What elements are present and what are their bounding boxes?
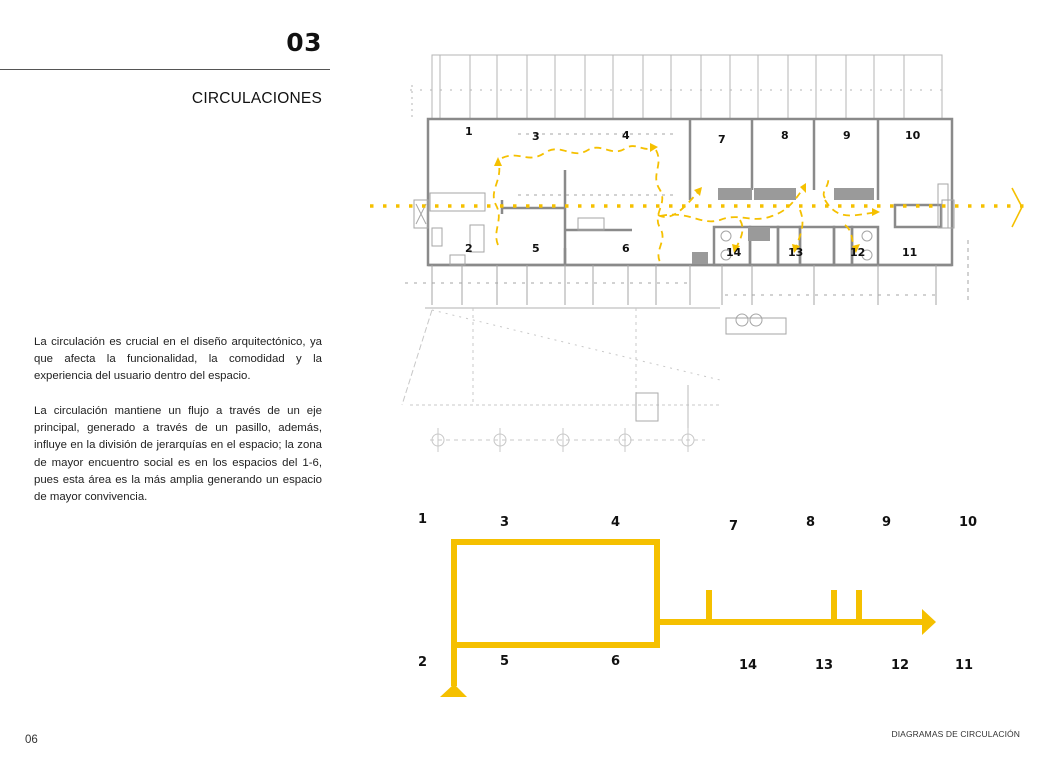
body-paragraph-2: La circulación mantiene un flujo a través de un eje principal, generado a través de un pasillo, además, influye en la división de jerarquías en el espacio; la zona de mayor encuentro social es en los espacios del 1-6, pues esta área es la más amplia generando un espacio de mayor convivencia. bbox=[34, 405, 322, 504]
room-label-14: 14 bbox=[726, 246, 742, 259]
room-label-11: 11 bbox=[902, 246, 918, 259]
diagram-label-1: 1 bbox=[418, 512, 428, 527]
header-divider bbox=[0, 69, 330, 70]
diagram-label-2: 2 bbox=[418, 655, 428, 670]
diagram-label-8: 8 bbox=[806, 515, 816, 530]
floor-plan bbox=[360, 45, 1060, 465]
diagram-label-9: 9 bbox=[882, 515, 892, 530]
diagram-label-3: 3 bbox=[500, 515, 510, 530]
room-label-7: 7 bbox=[718, 133, 726, 146]
body-paragraph-1: La circulación es crucial en el diseño arquitectónico, ya que afecta la funcionalidad, la comodidad y la experiencia del usuario dentro del espacio. bbox=[34, 336, 322, 383]
room-label-2: 2 bbox=[465, 242, 473, 255]
flow-arrowheads bbox=[494, 143, 880, 253]
section-title: CIRCULACIONES bbox=[191, 90, 322, 107]
room-label-4: 4 bbox=[622, 129, 630, 142]
diagram-label-11: 11 bbox=[955, 658, 974, 673]
room-label-10: 10 bbox=[905, 129, 921, 142]
section-number: 03 bbox=[286, 28, 322, 57]
interior-details bbox=[405, 134, 968, 334]
lower-terrace bbox=[402, 308, 720, 452]
diagram-label-14: 14 bbox=[739, 658, 758, 673]
room-label-5: 5 bbox=[532, 242, 540, 255]
room-label-8: 8 bbox=[781, 129, 789, 142]
direction-arrow-icon bbox=[922, 609, 936, 635]
room-label-12: 12 bbox=[850, 246, 866, 259]
circulation-flow bbox=[494, 146, 878, 262]
diagram-label-7: 7 bbox=[729, 519, 739, 534]
footer-label: DIAGRAMAS DE CIRCULACIÓN bbox=[891, 729, 1020, 739]
room-label-6: 6 bbox=[622, 242, 630, 255]
diagram-label-13: 13 bbox=[815, 658, 834, 673]
page-number: 06 bbox=[25, 734, 38, 746]
circulation-diagram bbox=[400, 500, 1020, 710]
diagram-label-5: 5 bbox=[500, 654, 510, 669]
diagram-label-6: 6 bbox=[611, 654, 621, 669]
diagram-paths bbox=[454, 542, 922, 686]
room-label-9: 9 bbox=[843, 129, 851, 142]
room-label-1: 1 bbox=[465, 125, 473, 138]
diagram-label-4: 4 bbox=[611, 515, 621, 530]
entrance-triangle-icon bbox=[440, 684, 467, 697]
diagram-label-12: 12 bbox=[891, 658, 910, 673]
room-label-3: 3 bbox=[532, 130, 540, 143]
room-label-13: 13 bbox=[788, 246, 804, 259]
diagram-label-10: 10 bbox=[959, 515, 978, 530]
diagram-labels bbox=[418, 512, 977, 673]
roof-grid bbox=[410, 55, 950, 120]
